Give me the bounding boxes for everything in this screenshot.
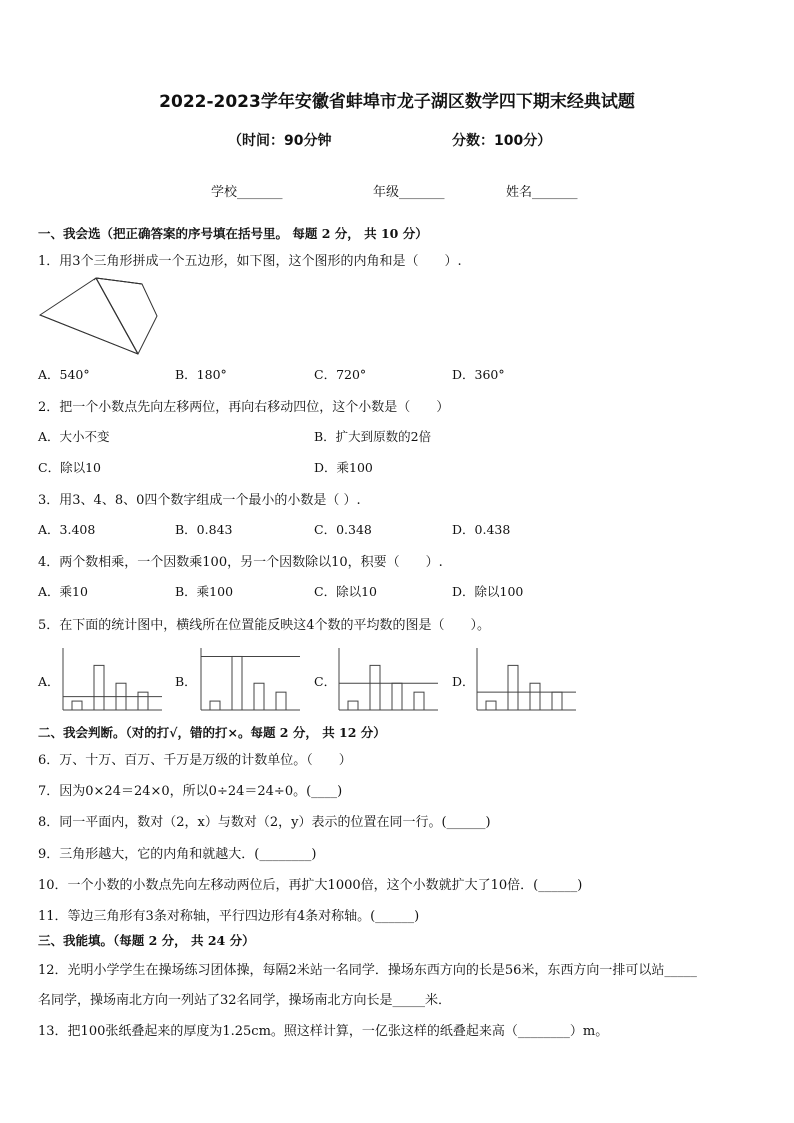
q2-option-d[interactable]: D．乘100 (314, 460, 373, 475)
bar (508, 665, 518, 710)
question-2: 2．把一个小数点先向左移两位，再向右移动四位，这个小数是（ ） (38, 400, 450, 415)
q5-chart-b (200, 648, 305, 712)
pentagon-figure (36, 272, 160, 358)
q5-option-b[interactable]: B． (175, 674, 197, 689)
school-field[interactable]: 学校_______ (211, 185, 283, 200)
section-1-heading: 一、我会选（把正确答案的序号填在括号里。 每题 2 分， 共 10 分） (38, 226, 428, 241)
q4-option-b[interactable]: B．乘100 (175, 584, 234, 599)
q1-option-d[interactable]: D．360° (452, 367, 505, 382)
q2-option-b[interactable]: B．扩大到原数的2倍 (314, 429, 432, 444)
q2-option-c[interactable]: C．除以10 (38, 460, 101, 475)
q3-option-c[interactable]: C．0.348 (314, 522, 372, 537)
page-title: 2022-2023学年安徽省蚌埠市龙子湖区数学四下期末经典试题 (159, 92, 635, 112)
exam-score: 分数：100分） (452, 133, 552, 149)
question-6: 6．万、十万、百万、千万是万级的计数单位。（ ） (38, 753, 352, 768)
bar (486, 701, 496, 710)
bar (530, 683, 540, 710)
q2-option-a[interactable]: A．大小不变 (38, 429, 110, 444)
bar (72, 701, 82, 710)
question-8: 8．同一平面内，数对（2，x）与数对（2，y）表示的位置在同一行。(______) (38, 815, 491, 830)
exam-time: （时间：90分钟 (228, 133, 332, 149)
question-3: 3．用3、4、8、0四个数字组成一个最小的小数是（ ）. (38, 493, 361, 508)
bar (210, 701, 220, 710)
bar (94, 665, 104, 710)
q3-option-a[interactable]: A．3.408 (38, 522, 96, 537)
q5-chart-d (476, 648, 581, 712)
question-10: 10．一个小数的小数点先向左移动两位后，再扩大1000倍，这个小数就扩大了10倍．(______) (38, 878, 583, 893)
q4-option-a[interactable]: A．乘10 (38, 584, 88, 599)
question-13: 13．把100张纸叠起来的厚度为1.25cm。照这样计算，一亿张这样的纸叠起来高（________）m。 (38, 1024, 609, 1039)
bar (276, 692, 286, 710)
section-2-heading: 二、我会判断。（对的打√，错的打×。每题 2 分， 共 12 分） (38, 725, 386, 740)
question-11: 11．等边三角形有3条对称轴，平行四边形有4条对称轴。(______) (38, 909, 420, 924)
question-7: 7．因为0×24＝24×0，所以0÷24＝24÷0。(____) (38, 784, 343, 799)
question-12: 12．光明小学学生在操场练习团体操，每隔2米站一名同学．操场东西方向的长是56米，东西方向一排可以站_____ (38, 963, 697, 978)
q1-option-b[interactable]: B．180° (175, 367, 227, 382)
question-9: 9．三角形越大，它的内角和就越大．(________) (38, 847, 317, 862)
section-3-heading: 三、我能填。（每题 2 分， 共 24 分） (38, 933, 255, 948)
grade-field[interactable]: 年级_______ (373, 185, 445, 200)
q5-chart-a (62, 648, 167, 712)
q1-option-c[interactable]: C．720° (314, 367, 367, 382)
name-field[interactable]: 姓名_______ (506, 185, 578, 200)
bar (138, 692, 148, 710)
bar (552, 692, 562, 710)
bar (254, 683, 264, 710)
bar (392, 683, 402, 710)
q5-chart-c (338, 648, 443, 712)
q1-option-a[interactable]: A．540° (38, 367, 90, 382)
bar (232, 656, 242, 710)
q5-option-d[interactable]: D． (452, 674, 475, 689)
question-4: 4．两个数相乘，一个因数乘100，另一个因数除以10，积要（ ）. (38, 555, 443, 570)
q4-option-d[interactable]: D．除以100 (452, 584, 524, 599)
q5-option-c[interactable]: C． (314, 674, 337, 689)
bar (348, 701, 358, 710)
question-5: 5．在下面的统计图中，横线所在位置能反映这4个数的平均数的图是（ ）。 (38, 618, 491, 633)
q5-option-a[interactable]: A． (38, 674, 60, 689)
q3-option-d[interactable]: D．0.438 (452, 522, 511, 537)
question-12-cont: 名同学，操场南北方向一列站了32名同学，操场南北方向长是_____米． (38, 993, 452, 1008)
bar (370, 665, 380, 710)
q3-option-b[interactable]: B．0.843 (175, 522, 233, 537)
question-1: 1．用3个三角形拼成一个五边形，如下图，这个图形的内角和是（ ）. (38, 254, 462, 269)
q4-option-c[interactable]: C．除以10 (314, 584, 377, 599)
bar (414, 692, 424, 710)
